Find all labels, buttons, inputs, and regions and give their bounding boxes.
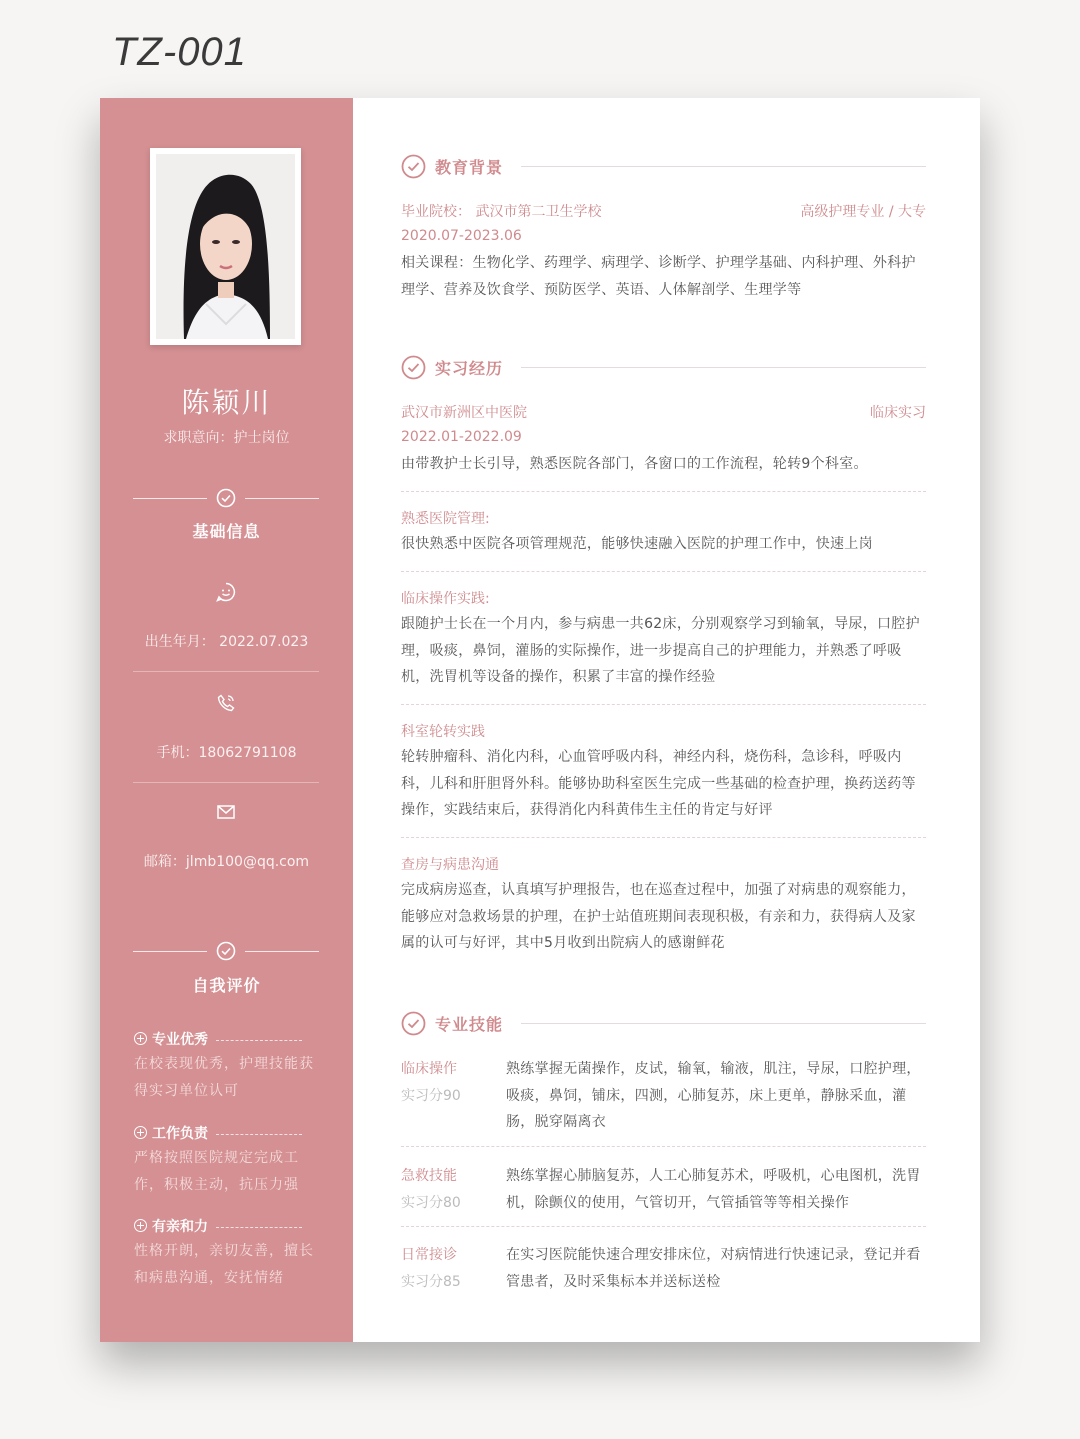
education-title: 教育背景 [435,158,504,177]
internship-type: 临床实习 [870,405,926,421]
internship-item-body: 完成病房巡查，认真填写护理报告，也在巡查过程中，加强了对病患的观察能力，能够应对急救场景的护理，在护士站值班期间表现积极，有亲和力，获得病人及家属的认可与好评，其中5月收到出院病人的感谢鲜花 [401,882,916,951]
self-eval-head: 有亲和力 [152,1219,208,1235]
skill-name: 急救技能 [401,1168,457,1184]
education-period: 2020.07-2023.06 [401,228,522,244]
plus-circle-icon [134,1219,147,1232]
skill-score: 实习分80 [401,1194,461,1211]
portrait-image [156,154,295,339]
basic-info-title: 基础信息 [192,522,261,541]
smiley-icon [216,582,236,602]
sidebar [100,98,353,1342]
dashed-separator [401,1146,926,1147]
dashed-separator [401,491,926,492]
dashed-separator [401,837,926,838]
internship-header [401,355,926,381]
self-eval-item [134,1029,324,1105]
internship-item-head: 临床操作实践: [401,591,490,607]
self-eval-item [134,1123,324,1199]
mail-icon [216,802,236,822]
self-eval-body: 严格按照医院规定完成工作，积极主动，抗压力强 [134,1150,299,1193]
self-eval-head: 专业优秀 [152,1032,208,1048]
skills-title: 专业技能 [435,1015,504,1034]
school-name: 毕业院校： 武汉市第二卫生学校 [401,204,602,220]
internship-item-head: 科室轮转实践 [401,724,485,740]
check-circle-icon [401,355,426,380]
self-eval-head: 工作负责 [152,1126,208,1142]
email-address: 邮箱：jlmb100@qq.com [143,854,310,870]
skill-score: 实习分85 [401,1273,461,1290]
self-eval-body: 在校表现优秀，护理技能获得实习单位认可 [134,1056,314,1099]
job-objective: 求职意向：护士岗位 [163,430,290,446]
birth-date: 出生年月： 2022.07.023 [144,634,309,650]
skill-score: 实习分90 [401,1087,461,1104]
plus-circle-icon [134,1126,147,1139]
phone-icon [216,693,236,713]
dashed-separator [401,571,926,572]
internship-period: 2022.01-2022.09 [401,429,522,445]
major: 高级护理专业 / 大专 [800,204,926,220]
internship-item-head: 熟悉医院管理: [401,511,490,527]
dashed-separator [401,1226,926,1227]
skill-description: 在实习医院能快速合理安排床位，对病情进行快速记录，登记并看管患者，及时采集标本并送标送检 [506,1247,921,1290]
check-circle-icon [216,941,236,961]
info-separator [133,782,319,783]
profile-photo [150,148,301,345]
skill-label [401,1163,491,1216]
skill-name: 日常接诊 [401,1247,457,1263]
resume-sheet [100,98,980,1342]
skill-description: 熟练掌握心肺脑复苏，人工心肺复苏术，呼吸机，心电图机，洗胃机，除颤仪的使用，气管切开，气管插管等等相关操作 [506,1168,921,1211]
dashed-separator [401,704,926,705]
internship-item-body: 跟随护士长在一个月内，参与病患一共62床，分别观察学习到输氧，导尿，口腔护理，吸痰，鼻饲，灌肠的实际操作，进一步提高自己的护理能力，并熟悉了呼吸机，洗胃机等设备的操作，积累了丰富的操作经验 [401,616,920,685]
self-eval-divider [133,941,319,963]
internship-summary: 由带教护士长引导，熟悉医院各部门，各窗口的工作流程，轮转9个科室。 [401,456,868,472]
internship-item-head: 查房与病患沟通 [401,857,499,873]
internship-hospital-row [401,402,926,422]
candidate-name: 陈颖川 [181,386,272,419]
hospital-name: 武汉市新洲区中医院 [401,405,527,421]
check-circle-icon [216,488,236,508]
internship-item-body: 轮转肿瘤科、消化内科，心血管呼吸内科，神经内科，烧伤科，急诊科，呼吸内科，儿科和肝胆肾外科。能够协助科室医生完成一些基础的检查护理，换药送药等操作，实践结束后，获得消化内科黄伟生主任的肯定与好评 [401,749,916,818]
skill-label [401,1056,491,1109]
skill-label [401,1242,491,1295]
template-code: TZ-001 [112,30,247,74]
phone-number: 手机：18062791108 [156,745,297,761]
check-circle-icon [401,154,426,179]
skills-header [401,1011,926,1037]
self-eval-item [134,1216,324,1292]
skill-name: 临床操作 [401,1061,457,1077]
education-school-row [401,201,926,221]
plus-circle-icon [134,1032,147,1045]
info-separator [133,671,319,672]
self-eval-body: 性格开朗，亲切友善，擅长和病患沟通，安抚情绪 [134,1243,314,1286]
basic-info-divider [133,488,319,510]
check-circle-icon [401,1011,426,1036]
education-header [401,154,926,180]
skill-description: 熟练掌握无菌操作，皮试，输氧，输液，肌注，导尿，口腔护理，吸痰，鼻饲，铺床，四测，心肺复苏，床上更单，静脉采血，灌肠，脱穿隔离衣 [506,1061,921,1130]
self-eval-title: 自我评价 [192,976,261,995]
main-content [353,98,980,1342]
internship-item-body: 很快熟悉中医院各项管理规范，能够快速融入医院的护理工作中，快速上岗 [401,536,873,552]
internship-title: 实习经历 [435,359,504,378]
education-courses: 相关课程：生物化学、药理学、病理学、诊断学、护理学基础、内科护理、外科护理学、营养及饮食学、预防医学、英语、人体解剖学、生理学等 [401,255,916,298]
